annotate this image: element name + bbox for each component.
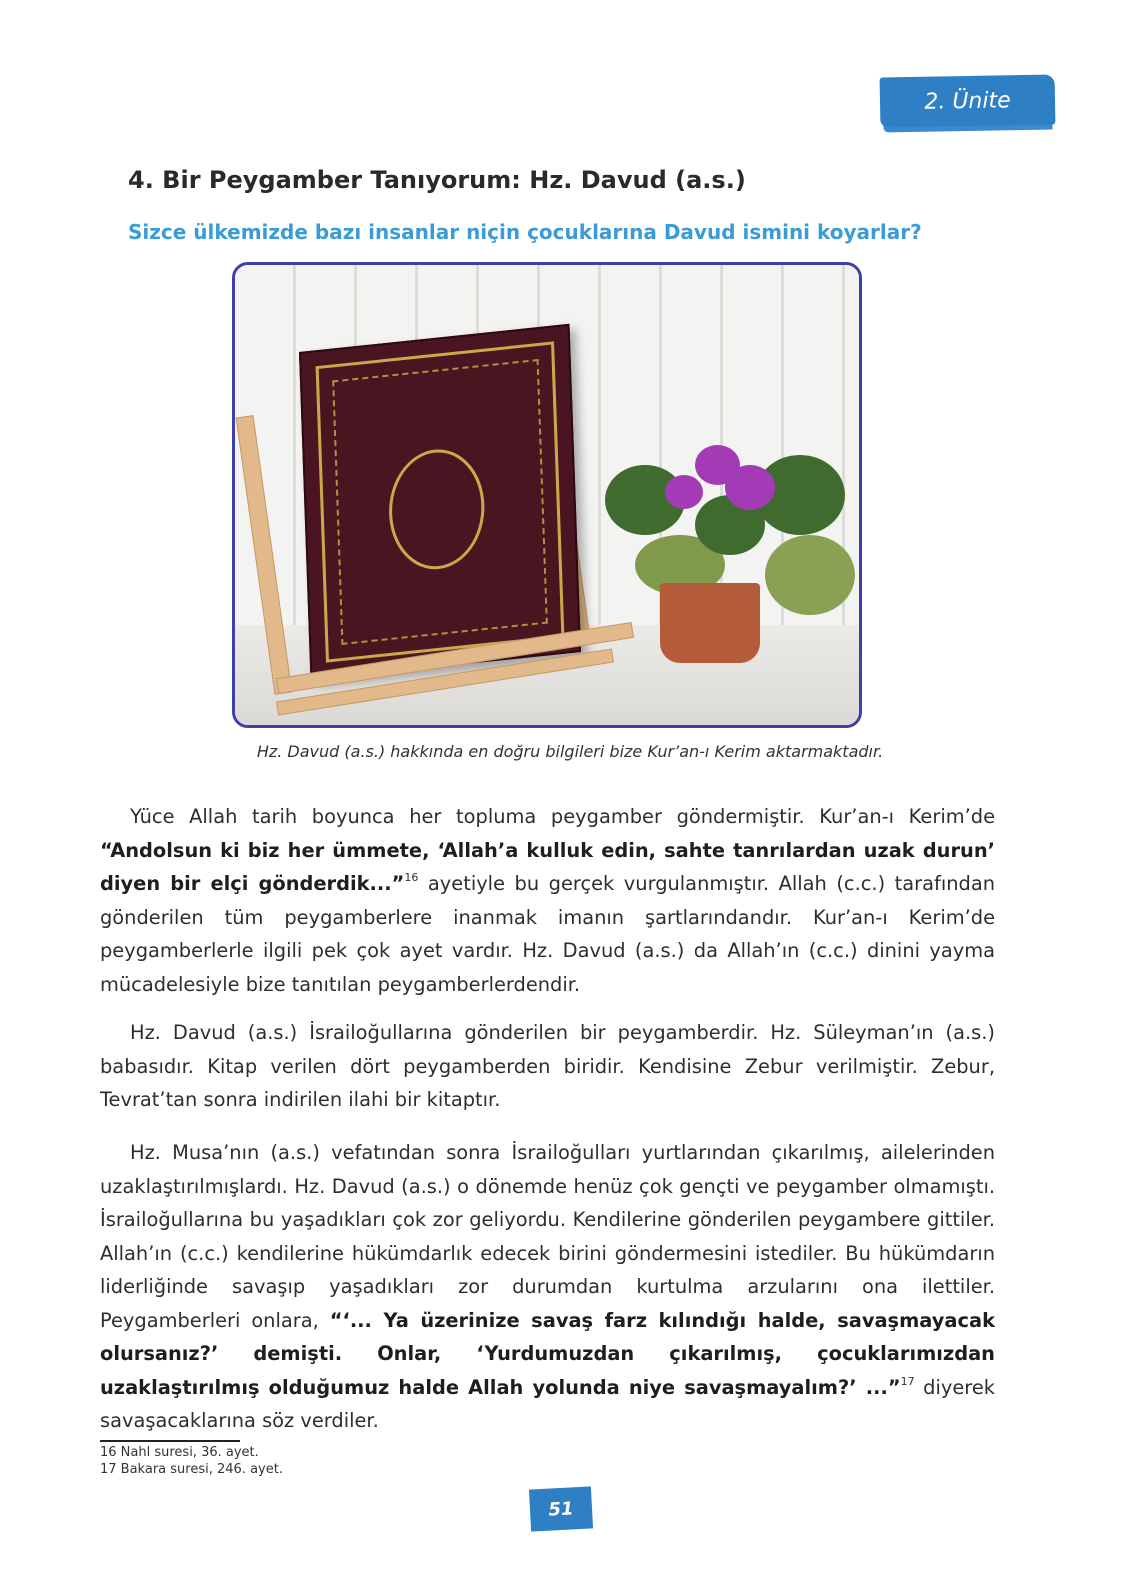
photo-quran-on-stand xyxy=(232,262,862,728)
body-text xyxy=(100,1136,995,1438)
paragraph xyxy=(100,800,995,1001)
body-text xyxy=(100,1016,995,1117)
quran-book xyxy=(299,324,581,680)
text-segment: ayetiyle bu gerçek vurgulanmıştır. Allah (c.c.) tarafından gönderilen tüm peygamberlere inanmak imanın şartlarındandır. Kur’an-ı Kerim’de peygamberlerle ilgili pek çok ayet vardır. Hz. Davud (a.s.) da Allah’ın (c.c.) dinini yayma mücadelesiyle bize tanıtılan peygamberlerdendir. xyxy=(100,872,995,996)
unit-badge: 2. Ünite xyxy=(880,74,1056,127)
footnote: 17 Bakara suresi, 246. ayet. xyxy=(100,1462,283,1477)
paragraph xyxy=(100,1136,995,1438)
text-segment: Hz. Musa’nın (a.s.) vefatından sonra İsrailoğulları yurtlarından çıkarılmış, ailelerinden uzaklaştırılmışlardı. Hz. Davud (a.s.) o dönemde henüz çok gençti ve peygamber olmamıştı. İsrailoğullarına bu yaşadıkları çok zor geliyordu. Kendilerine gönderilen peygambere gittiler. Allah’ın (c.c.) kendilerine hükümdarlık edecek birini göndermesini istediler. Bu hükümdarın liderliğinde savaşıp yaşadıkları zor durumdan kurtulma arzularını ona ilettiler. Peygamberleri onlara, xyxy=(100,1141,995,1332)
footnote-ref: 16 xyxy=(404,871,419,884)
photo-caption: Hz. Davud (a.s.) hakkında en doğru bilgileri bize Kur’an-ı Kerim aktarmaktadır. xyxy=(256,742,884,761)
text-segment: diyerek savaşacaklarına söz verdiler. xyxy=(100,1375,995,1432)
footnote-divider xyxy=(100,1440,240,1442)
quote-text: “‘... Ya üzerinize savaş farz kılındığı halde, savaşmayacak olursanız?’ demişti. Onlar, ‘Yurdumuzdan çıkarılmış, çocuklarımızdan uzaklaştırılmış olduğumuz halde Allah yolunda niye savaşmayalım?’ ...” xyxy=(100,1308,995,1399)
section-title: 4. Bir Peygamber Tanıyorum: Hz. Davud (a.s.) xyxy=(128,166,746,194)
text-segment: Yüce Allah tarih boyunca her topluma peygamber göndermiştir. Kur’an-ı Kerim’de xyxy=(130,805,995,828)
question-text: Sizce ülkemizde bazı insanlar niçin çocuklarına Davud ismini koyarlar? xyxy=(128,220,922,244)
page-number: 51 xyxy=(529,1486,593,1531)
flower-pot xyxy=(660,583,760,663)
violet-flower xyxy=(665,475,703,509)
plant-leaf xyxy=(765,535,855,615)
footnote-ref: 17 xyxy=(900,1374,915,1388)
paragraph xyxy=(100,1016,995,1117)
text-segment: Hz. Davud (a.s.) İsrailoğullarına gönderilen bir peygamberdir. Hz. Süleyman’ın (a.s.) babasıdır. Kitap verilen dört peygamberden biridir. Kendisine Zebur verilmiştir. Zebur, Tevrat’tan sonra indirilen ilahi bir kitaptır. xyxy=(100,1021,995,1111)
quote-text: “Andolsun ki biz her ümmete, ‘Allah’a kulluk edin, sahte tanrılardan uzak durun’ diyen bir elçi gönderdik...” xyxy=(100,838,995,895)
footnote: 16 Nahl suresi, 36. ayet. xyxy=(100,1445,259,1460)
body-text xyxy=(100,800,995,1001)
violet-flower xyxy=(725,465,775,510)
